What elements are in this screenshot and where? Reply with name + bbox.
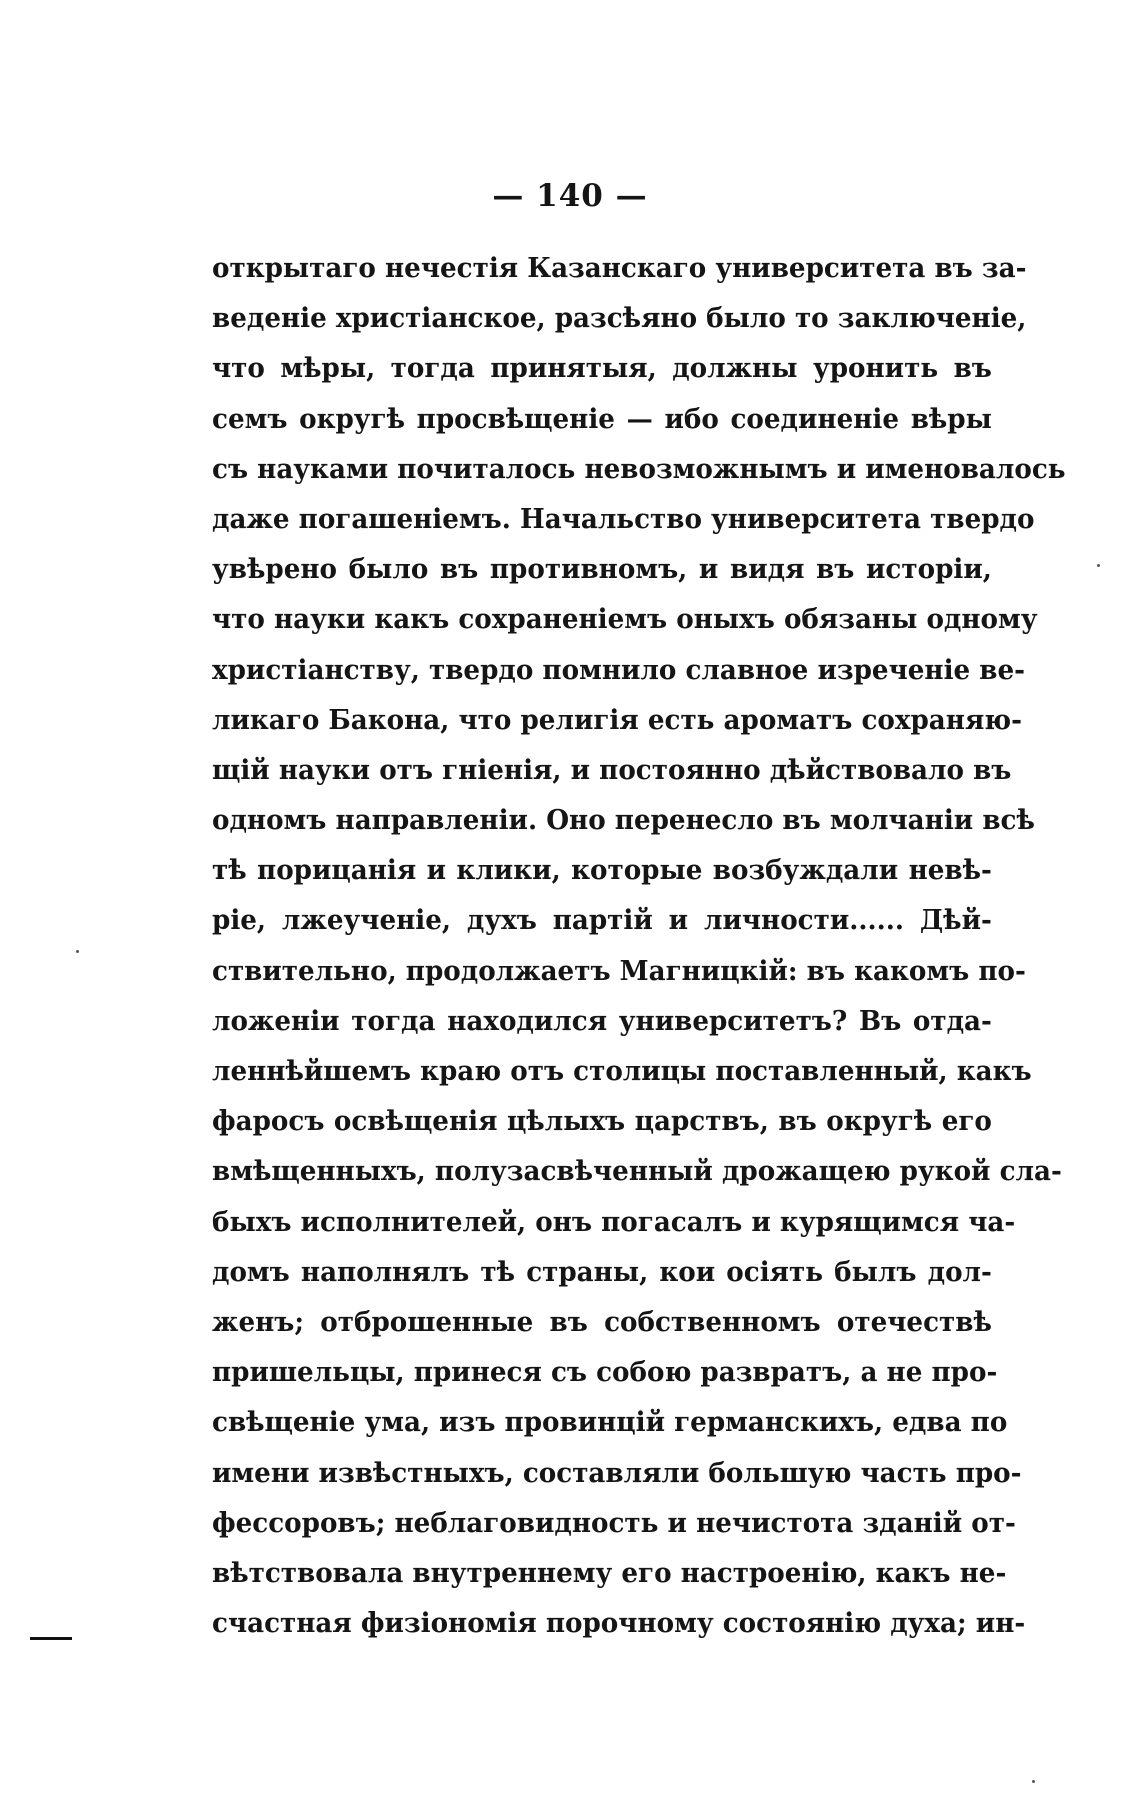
- text-line: леннѣйшемъ краю отъ столицы поставленный, какъ: [212, 1056, 1032, 1087]
- text-line: свѣщеніе ума, изъ провинцій германскихъ, едва по: [212, 1407, 1008, 1439]
- text-line: щій науки отъ гніенія, и постоянно дѣйствовало въ: [212, 754, 1012, 786]
- text-line: веденіе христіанское, разсѣяно было то заключеніе,: [212, 303, 1027, 335]
- text-line: увѣрено было въ противномъ, и видя въ исторіи,: [212, 554, 992, 586]
- text-line: вѣтствовала внутреннему его настроенію, какъ не-: [212, 1557, 1007, 1589]
- scan-speck: [1097, 564, 1100, 567]
- text-line: быхъ исполнителей, онъ погасалъ и курящимся ча-: [212, 1206, 1016, 1238]
- margin-mark: [30, 1637, 72, 1640]
- text-line: ликаго Бакона, что религія есть ароматъ сохраняю-: [212, 704, 1023, 736]
- text-line: одномъ направленіи. Оно перенесло въ молчаніи всѣ: [212, 805, 1035, 837]
- text-line: даже погашеніемъ. Начальство университета твердо: [212, 503, 1035, 535]
- text-line: ріе, лжеученіе, духъ партій и личности...... Дѣй-: [212, 905, 992, 937]
- text-line: что мѣры, тогда принятыя, должны уронить въ: [212, 353, 992, 385]
- text-line: съ науками почиталось невозможнымъ и именовалось: [212, 453, 1066, 485]
- body-text: [212, 244, 1066, 1649]
- text-line: вмѣщенныхъ, полузасвѣченный дрожащею рукой сла-: [212, 1156, 1062, 1188]
- scan-speck: [1032, 1780, 1035, 1783]
- text-line: женъ; отброшенные въ собственномъ отечествѣ: [212, 1306, 992, 1338]
- text-line: имени извѣстныхъ, составляли большую часть про-: [212, 1457, 1022, 1489]
- text-line: фессоровъ; неблаговидность и нечистота зданій от-: [212, 1507, 1016, 1539]
- text-line: фаросъ освѣщенія цѣлыхъ царствъ, въ округѣ его: [212, 1106, 992, 1138]
- text-line: тѣ порицанія и клики, которые возбуждали невѣ-: [212, 855, 992, 887]
- text-line: что науки какъ сохраненіемъ оныхъ обязаны одному: [212, 604, 1038, 636]
- text-line: счастная физіономія порочному состоянію духа; ин-: [212, 1608, 1026, 1640]
- text-line: открытаго нечестія Казанскаго университета въ за-: [212, 253, 1027, 284]
- text-line: семъ округѣ просвѣщеніе — ибо соединеніе вѣры: [212, 403, 992, 435]
- text-line: ствительно, продолжаетъ Магницкій: въ какомъ по-: [212, 955, 1026, 987]
- text-line: пришельцы, принеся съ собою развратъ, а не про-: [212, 1357, 998, 1389]
- text-line: домъ наполнялъ тѣ страны, кои осіять былъ дол-: [212, 1256, 992, 1288]
- text-line: ложеніи тогда находился университетъ? Въ отда-: [212, 1005, 992, 1037]
- scan-speck: [76, 950, 79, 953]
- page-number: — 140 —: [492, 178, 648, 214]
- text-line: христіанству, твердо помнило славное изреченіе ве-: [212, 654, 1026, 686]
